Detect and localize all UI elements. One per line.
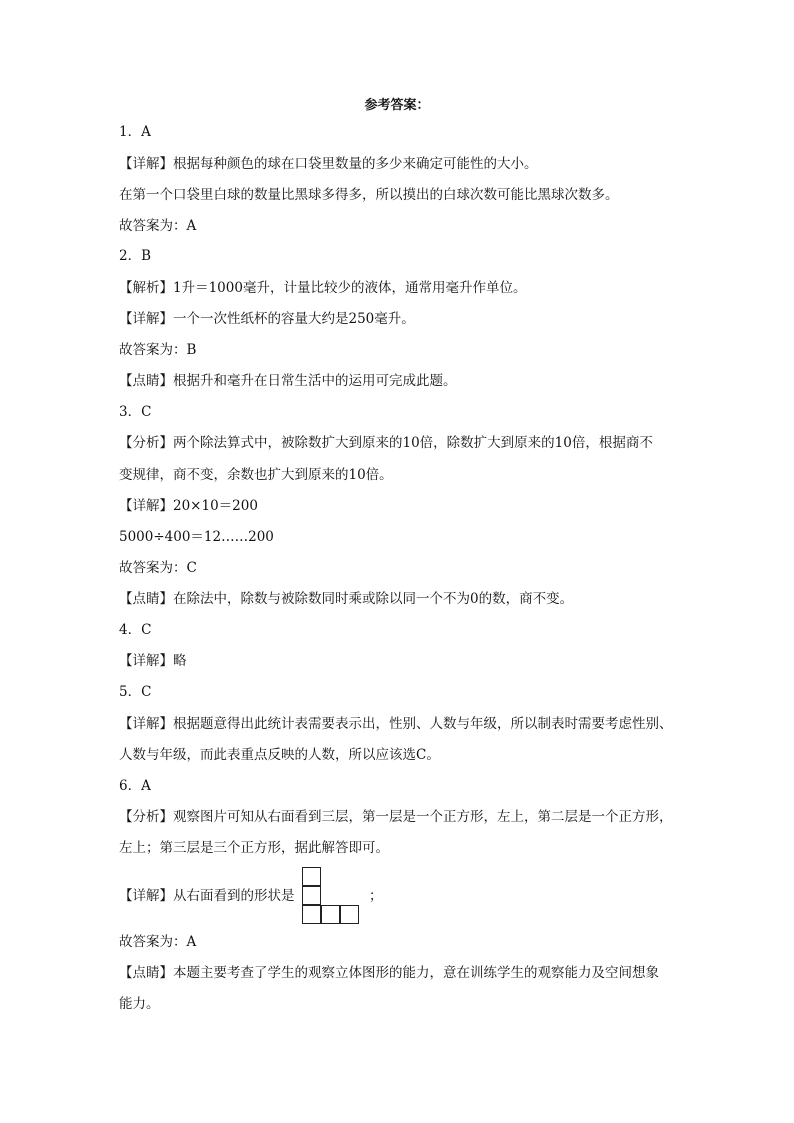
answer-3-calculation: 5000÷400＝12……200	[119, 529, 274, 545]
figure-square	[302, 886, 321, 905]
figure-square	[302, 905, 321, 924]
answer-6-detail-end: ；	[369, 888, 383, 904]
answer-2-remark: 【点睛】根据升和毫升在日常生活中的运用可完成此题。	[119, 373, 457, 389]
answer-6-result: 故答案为：A	[119, 934, 197, 950]
answer-6-analysis-line-2: 左上；第三层是三个正方形，据此解答即可。	[119, 840, 389, 856]
page-title: 参考答案：	[364, 98, 430, 113]
answer-3-detail: 【详解】20×10＝200	[119, 498, 258, 514]
answer-6-analysis-line-1: 【分析】观察图片可知从右面看到三层，第一层是一个正方形，左上，第二层是一个正方形，	[119, 809, 673, 825]
figure-square	[340, 905, 359, 924]
answer-2-detail: 【详解】一个一次性纸杯的容量大约是250毫升。	[119, 311, 415, 327]
answer-4-detail: 【详解】略	[119, 653, 187, 669]
answer-3-result: 故答案为：C	[119, 560, 197, 576]
answer-2-analysis: 【解析】1升＝1000毫升，计量比较少的液体，通常用毫升作单位。	[119, 280, 527, 296]
answer-3-analysis-line-1: 【分析】两个除法算式中，被除数扩大到原来的10倍，除数扩大到原来的10倍，根据商不	[119, 435, 653, 451]
answer-2-result: 故答案为：B	[119, 342, 197, 358]
answer-1-number: 1．A	[119, 124, 151, 140]
figure-square	[321, 905, 340, 924]
answer-1-detail: 【详解】根据每种颜色的球在口袋里数量的多少来确定可能性的大小。	[119, 156, 538, 172]
answer-3-number: 3．C	[119, 404, 152, 420]
answer-6-remark-line-2: 能力。	[119, 996, 160, 1012]
answer-4-number: 4．C	[119, 622, 152, 638]
answer-3-analysis-line-2: 变规律，商不变，余数也扩大到原来的10倍。	[119, 467, 393, 483]
answer-6-remark-line-1: 【点睛】本题主要考查了学生的观察立体图形的能力，意在训练学生的观察能力及空间想象	[119, 965, 659, 981]
answer-5-number: 5．C	[119, 684, 152, 700]
answer-5-detail-line-1: 【详解】根据题意得出此统计表需要表示出，性别、人数与年级，所以制表时需要考虑性别、	[119, 716, 673, 732]
answer-1-result: 故答案为：A	[119, 218, 197, 234]
answer-2-number: 2．B	[119, 248, 152, 264]
answer-5-detail-line-2: 人数与年级，而此表重点反映的人数，所以应该选C。	[119, 747, 440, 763]
answer-1-explanation: 在第一个口袋里白球的数量比黑球多得多，所以摸出的白球次数可能比黑球次数多。	[119, 187, 619, 203]
answer-3-remark: 【点睛】在除法中，除数与被除数同时乘或除以同一个不为0的数，商不变。	[119, 591, 574, 607]
answer-6-detail: 【详解】从右面看到的形状是	[119, 888, 295, 904]
answer-6-number: 6．A	[119, 778, 151, 794]
figure-square	[302, 867, 321, 886]
right-view-figure	[302, 867, 362, 927]
